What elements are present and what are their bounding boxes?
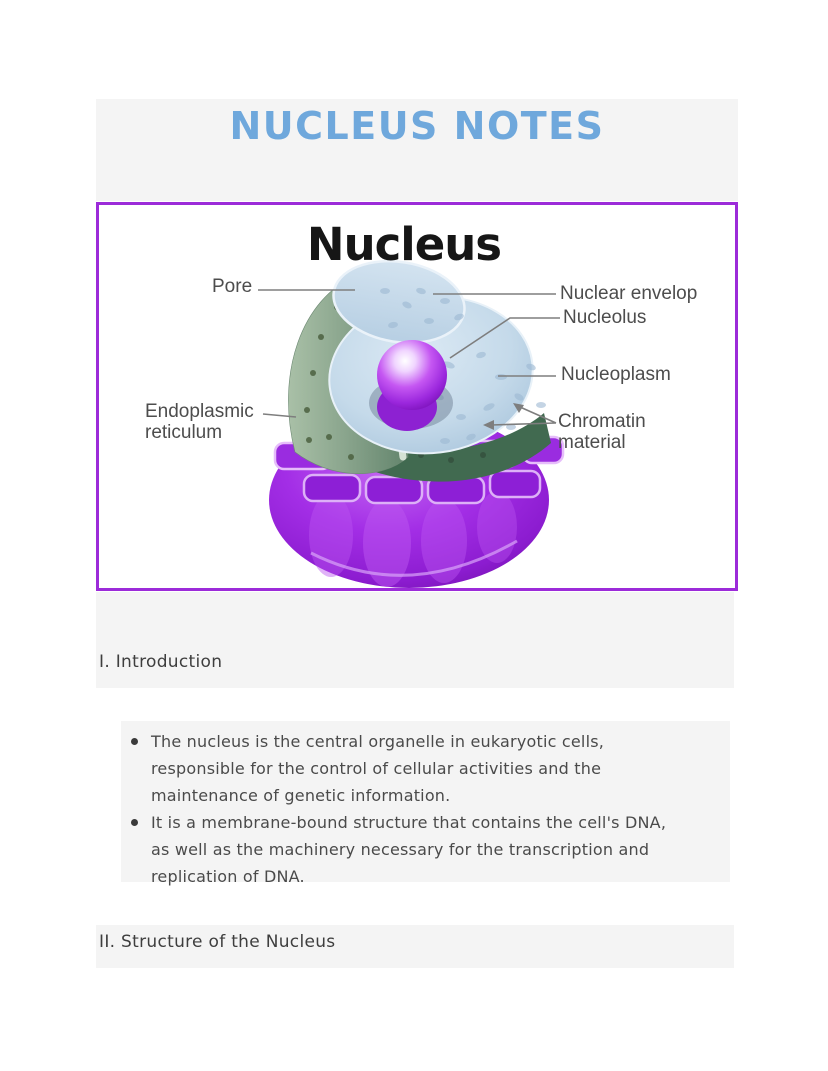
label-endoplasmic-line2: reticulum [145,422,223,443]
label-chromatin-material [558,411,646,453]
bullet-text [151,809,666,890]
section-structure-bar [96,925,734,968]
bullet-text [151,728,604,809]
nucleus-figure [96,202,738,591]
bullet-icon [131,819,138,826]
section-heading-introduction: I. Introduction [99,652,223,672]
title-block [96,99,738,201]
bullet-line: as well as the machinery necessary for the transcription and [151,840,650,859]
bullet-icon [131,738,138,745]
label-chromatin-line1: Chromatin [558,411,646,432]
bullet-line: replication of DNA. [151,867,305,886]
label-endoplasmic-line1: Endoplasmic [145,401,254,422]
section-heading-structure: II. Structure of the Nucleus [99,932,336,952]
intro-bullet-list [121,721,730,886]
label-nucleoplasm: Nucleoplasm [561,364,671,385]
bullet-line: It is a membrane-bound structure that contains the cell's DNA, [151,813,667,832]
bullet-line: The nucleus is the central organelle in eukaryotic cells, [151,732,605,751]
bullet-line: responsible for the control of cellular activities and the [151,759,602,778]
label-chromatin-line2: material [558,432,626,453]
label-nuclear-envelop: Nuclear envelop [560,283,698,304]
label-nucleolus: Nucleolus [563,307,647,328]
bullet-line: maintenance of genetic information. [151,786,451,805]
list-item [121,809,730,890]
label-pore: Pore [212,276,253,297]
list-item [121,728,730,809]
figure-title: Nucleus [306,218,502,271]
section-introduction-bar [96,592,734,688]
label-endoplasmic-reticulum [145,401,254,443]
page-title: NUCLEUS NOTES [229,104,605,148]
